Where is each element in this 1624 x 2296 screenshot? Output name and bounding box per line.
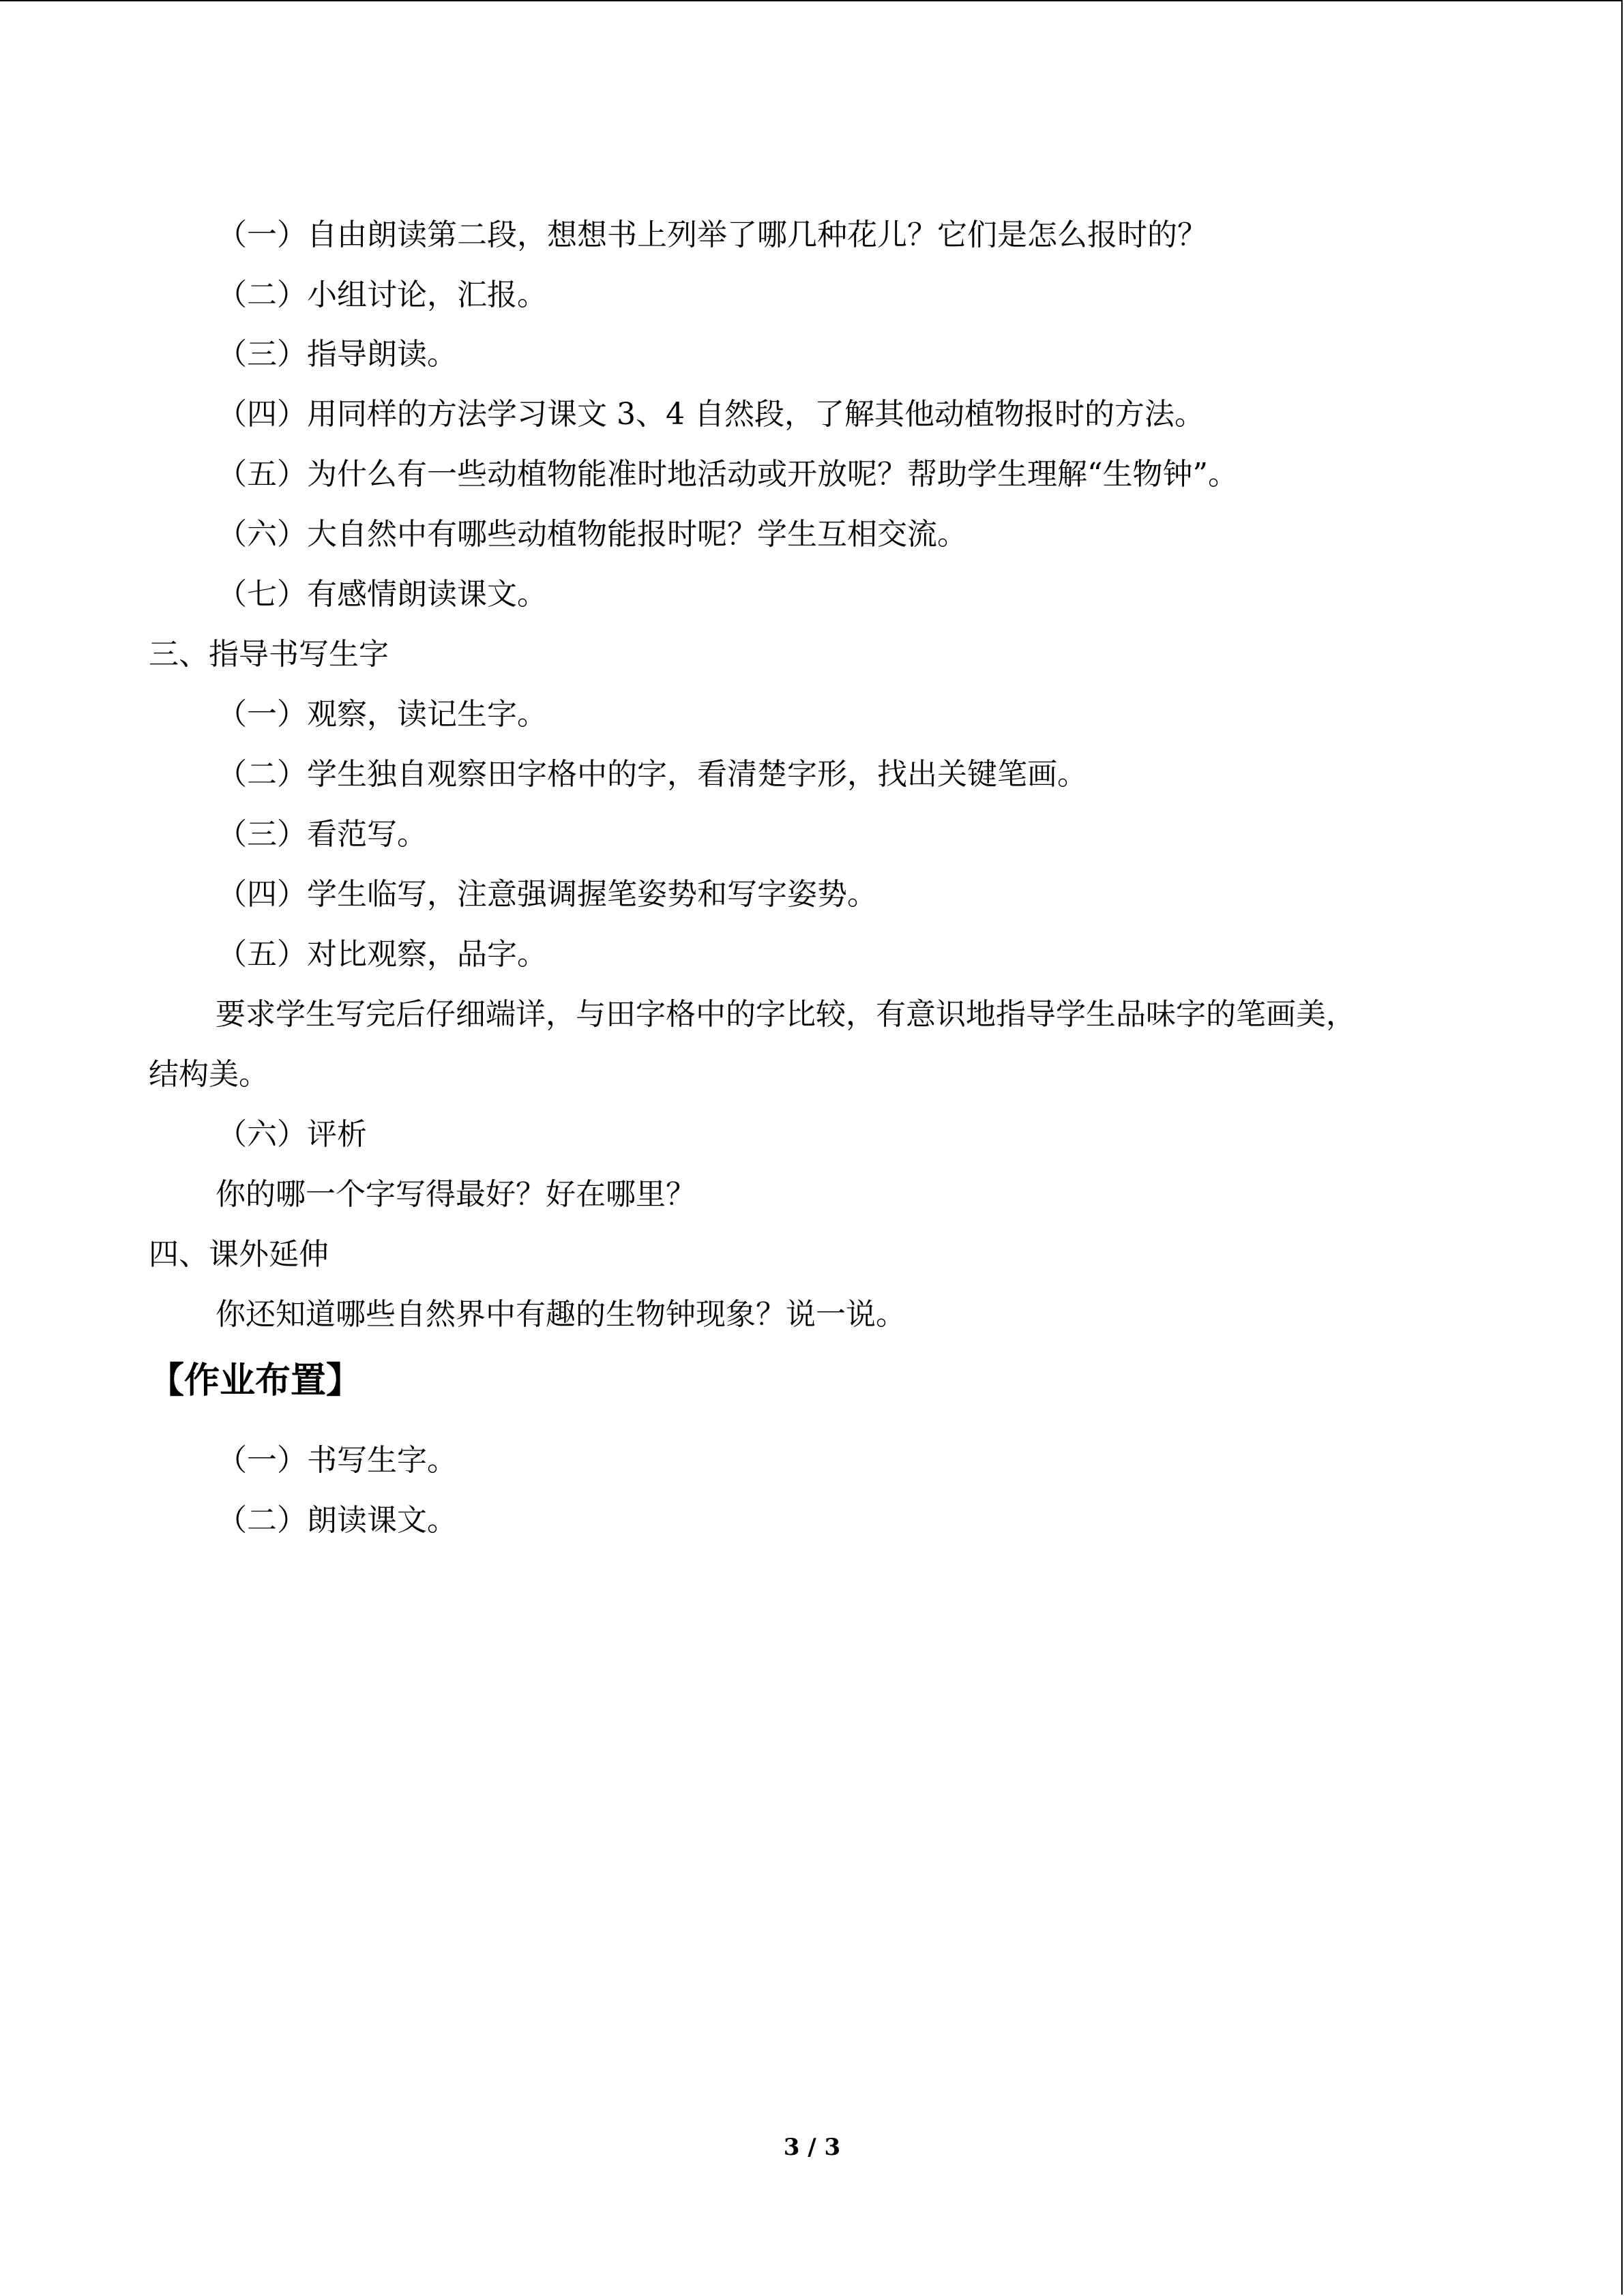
text-line: （三）看范写。 <box>217 817 427 852</box>
paragraph-line: 你的哪一个字写得最好？好在哪里？ <box>216 1177 696 1212</box>
page-number: 3 / 3 <box>783 2134 841 2161</box>
text-line: （六）评析 <box>217 1117 367 1152</box>
section-heading-3: 三、指导书写生字 <box>149 637 389 672</box>
text-line: （二）学生独自观察田字格中的字，看清楚字形，找出关键笔画。 <box>217 757 1087 792</box>
text-line: （二）小组讨论，汇报。 <box>217 278 547 312</box>
homework-heading: 【作业布置】 <box>149 1360 362 1401</box>
text-line: （五）为什么有一些动植物能准时地活动或开放呢？帮助学生理解“生物钟”。 <box>217 457 1238 492</box>
paragraph-line: 要求学生写完后仔细端详，与田字格中的字比较，有意识地指导学生品味字的笔画美， <box>216 997 1356 1032</box>
text-line: （三）指导朗读。 <box>217 337 457 372</box>
homework-item: （二）朗读课文。 <box>217 1503 457 1538</box>
paragraph-line: 你还知道哪些自然界中有趣的生物钟现象？说一说。 <box>216 1297 906 1332</box>
text-line: （五）对比观察，品字。 <box>217 937 547 972</box>
text-line: （四）用同样的方法学习课文 3、4 自然段，了解其他动植物报时的方法。 <box>217 397 1205 432</box>
text-line: （一）观察，读记生字。 <box>217 697 547 732</box>
text-line: （四）学生临写，注意强调握笔姿势和写字姿势。 <box>217 877 877 912</box>
text-line: （七）有感情朗读课文。 <box>217 577 547 612</box>
paragraph-line: 结构美。 <box>149 1057 269 1092</box>
homework-item: （一）书写生字。 <box>217 1443 457 1478</box>
section-heading-4: 四、课外延伸 <box>149 1237 329 1272</box>
text-line: （一）自由朗读第二段，想想书上列举了哪几种花儿？它们是怎么报时的？ <box>217 218 1207 252</box>
text-line: （六）大自然中有哪些动植物能报时呢？学生互相交流。 <box>217 517 967 552</box>
